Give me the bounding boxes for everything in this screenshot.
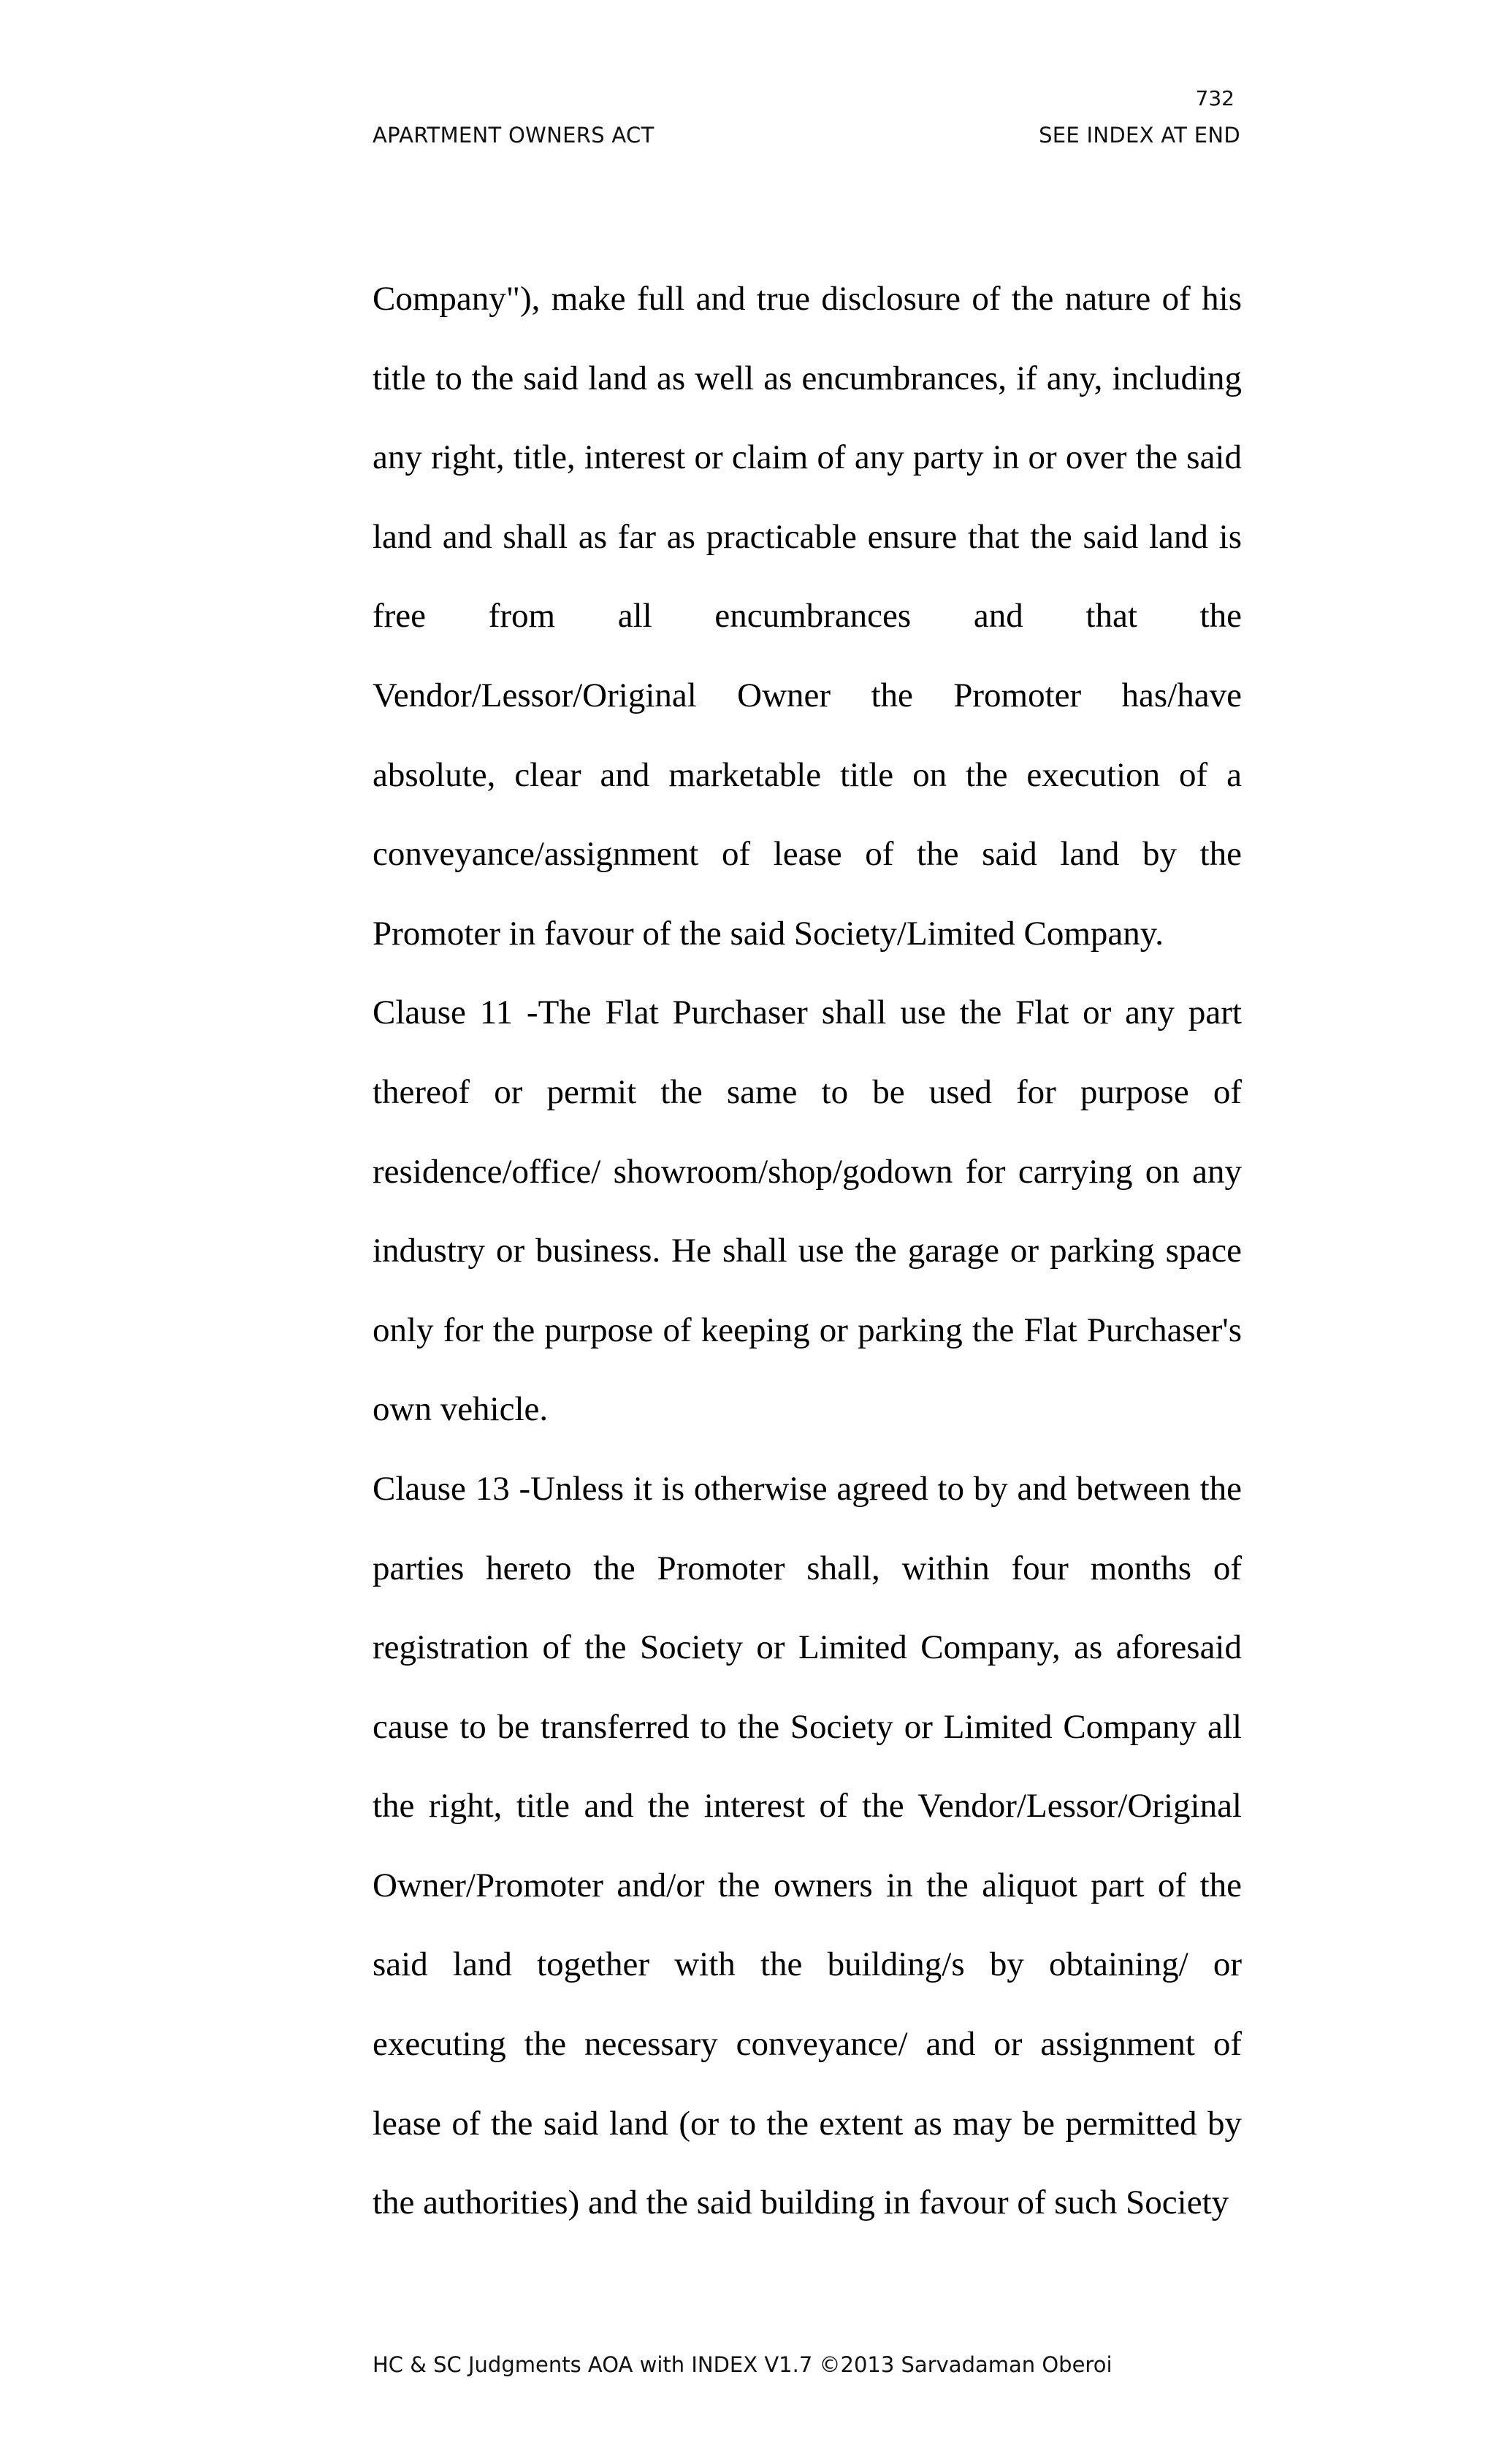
- paragraph-clause-11: Clause 11 -The Flat Purchaser shall use the Flat or any part thereof or permit the same to be used for purpose of residence/office/ showroom/shop/godown for carrying on any industry or business. He shall use the garage or parking space only for the purpose of keeping or parking the Flat Purchaser's own vehicle.: [373, 993, 1242, 1429]
- running-header-left: APARTMENT OWNERS ACT: [373, 123, 654, 148]
- paragraph-clause-13: Clause 13 -Unless it is otherwise agreed to by and between the parties hereto the Promoter shall, within four months of registration of the Society or Limited Company, as aforesaid cause to be transferred to the Society or Limited Company all the right, title and the interest of the Vendor/Lessor/Original Owner/Promoter and/or the owners in the aliquot part of the said land together with the building/s by obtaining/ or executing the necessary conveyance/ and or assignment of lease of the said land (or to the extent as may be permitted by the authorities) and the said building in favour of such Society: [373, 1469, 1242, 2222]
- paragraph-continuation: Company"), make full and true disclosure of the nature of his title to the said land as well as encumbrances, if any, including any right, title, interest or claim of any party in or over the said land and shall as far as practicable ensure that the said land is free from all encumbrances and that the Vendor/Lessor/Original Owner the Promoter has/have absolute, clear and marketable title on the execution of a conveyance/assignment of lease of the said land by the Promoter in favour of the said Society/Limited Company.: [373, 280, 1242, 953]
- page-footer: HC & SC Judgments AOA with INDEX V1.7 ©2013 Sarvadaman Oberoi: [373, 2352, 1113, 2377]
- page-number: 732: [1195, 86, 1234, 110]
- body-text: [373, 259, 1242, 2243]
- running-header-right: SEE INDEX AT END: [1039, 123, 1240, 148]
